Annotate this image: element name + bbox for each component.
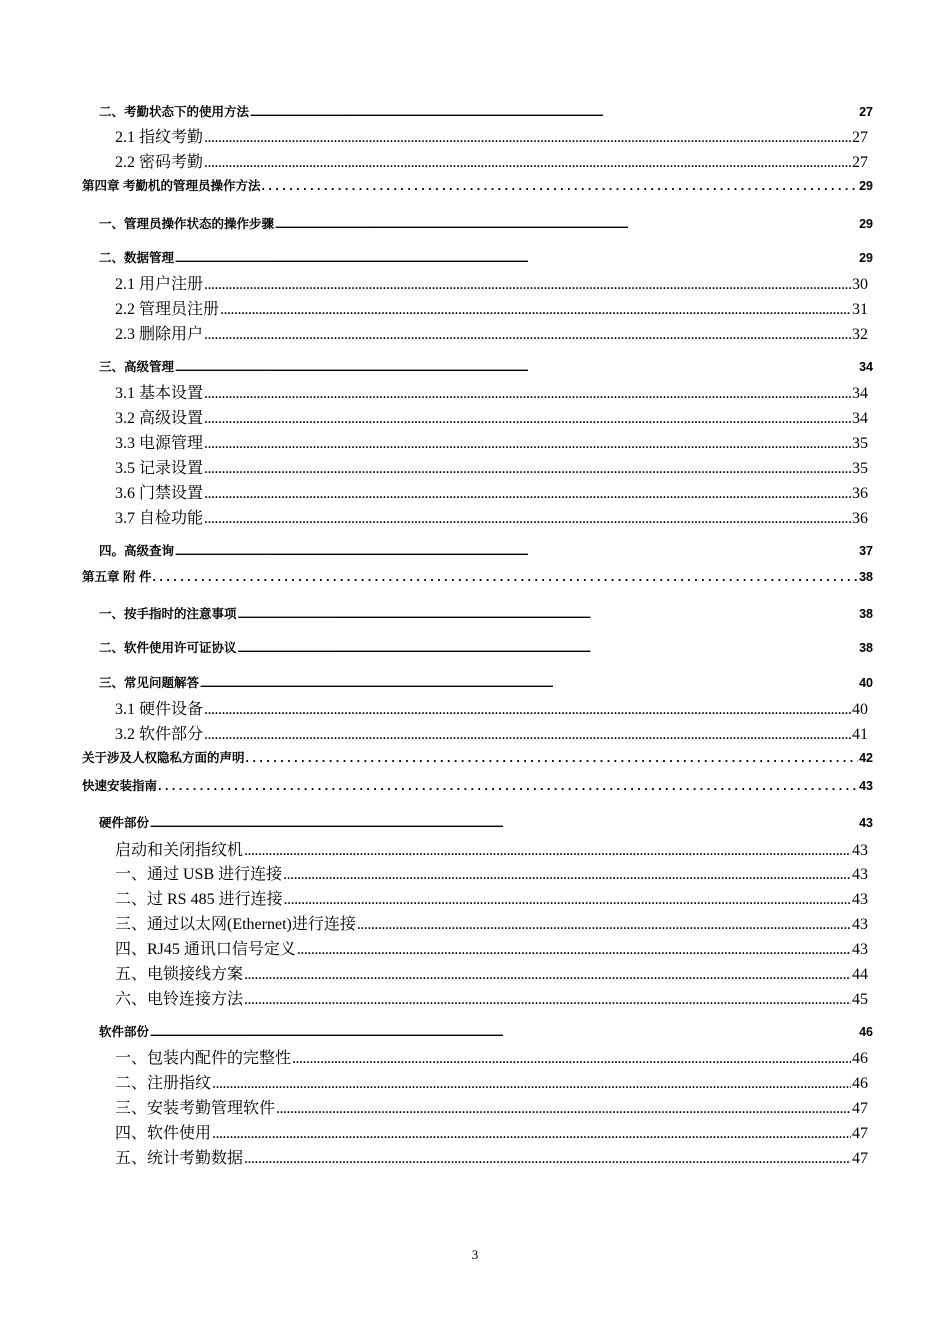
toc-entry[interactable] [115, 511, 868, 527]
toc-entry-page-number: 43 [852, 866, 868, 883]
toc-entry-title: 四、RJ45 通讯口信号定义 [115, 941, 296, 958]
toc-entry-page-number: 30 [852, 276, 868, 293]
toc-entry[interactable] [115, 1051, 868, 1067]
toc-entry[interactable] [115, 130, 868, 146]
toc-entry-page-number: 34 [852, 410, 868, 427]
toc-entry-page-number: 36 [852, 485, 868, 502]
toc-entry-page-number: 34 [859, 360, 873, 374]
toc-entry[interactable] [99, 608, 873, 621]
toc-entry-title: 快速安装指南 [82, 779, 158, 793]
toc-entry[interactable] [99, 361, 873, 374]
toc-dot-leader [204, 130, 851, 146]
toc-dot-leader [204, 411, 851, 427]
toc-dot-leader [150, 820, 858, 829]
toc-entry[interactable] [115, 436, 868, 452]
toc-entry[interactable] [115, 843, 868, 859]
toc-entry[interactable] [115, 1151, 868, 1167]
toc-entry-title: 四、软件使用 [115, 1125, 212, 1142]
toc-dot-leader [204, 386, 851, 402]
toc-entry-page-number: 27 [852, 154, 868, 171]
toc-entry-page-number: 46 [852, 1075, 868, 1092]
toc-entry-page-number: 35 [852, 435, 868, 452]
toc-dot-leader [238, 611, 859, 620]
toc-dot-leader [150, 1029, 858, 1038]
toc-dot-leader [250, 109, 858, 118]
toc-entry[interactable] [115, 461, 868, 477]
toc-entry[interactable] [99, 1026, 873, 1039]
toc-entry-title: 一、通过 USB 进行连接 [115, 866, 283, 883]
toc-entry[interactable] [99, 817, 873, 830]
toc-entry-page-number: 43 [852, 891, 868, 908]
toc-entry-page-number: 47 [852, 1150, 868, 1167]
toc-dot-leader [204, 461, 851, 477]
toc-entry-page-number: 29 [859, 251, 873, 265]
toc-entry-title: 二、数据管理 [99, 251, 175, 265]
toc-entry-title: 3.6 门禁设置 [115, 485, 204, 502]
toc-entry[interactable] [115, 992, 868, 1008]
toc-entry-title: 三、安装考勤管理软件 [115, 1100, 276, 1117]
toc-entry[interactable] [82, 752, 873, 765]
toc-entry-page-number: 27 [852, 129, 868, 146]
toc-entry[interactable] [99, 106, 873, 119]
toc-entry-title: 2.2 密码考勤 [115, 154, 204, 171]
toc-entry[interactable] [115, 942, 868, 958]
toc-entry-page-number: 40 [852, 701, 868, 718]
toc-entry-title: 3.1 硬件设备 [115, 701, 204, 718]
toc-entry-page-number: 32 [852, 326, 868, 343]
toc-dot-leader [284, 892, 851, 908]
toc-dot-leader [283, 867, 851, 883]
toc-entry[interactable] [115, 702, 868, 718]
toc-entry-title: 3.2 高级设置 [115, 410, 204, 427]
toc-entry-page-number: 35 [852, 460, 868, 477]
toc-entry-title: 第五章 附 件 [82, 570, 152, 584]
toc-dot-leader [246, 752, 859, 765]
toc-entry-page-number: 46 [859, 1025, 873, 1039]
toc-entry-page-number: 29 [859, 217, 873, 231]
toc-dot-leader [244, 992, 851, 1008]
toc-entry-title: 一、管理员操作状态的操作步骤 [99, 217, 275, 231]
toc-entry-title: 三、常见问题解答 [99, 676, 200, 690]
toc-entry-title: 2.1 指纹考勤 [115, 129, 204, 146]
toc-entry-page-number: 43 [859, 779, 873, 793]
toc-entry-page-number: 38 [859, 607, 873, 621]
toc-entry-title: 3.1 基本设置 [115, 385, 204, 402]
toc-dot-leader [204, 727, 851, 743]
toc-entry-title: 软件部份 [99, 1025, 150, 1039]
toc-entry-page-number: 37 [859, 544, 873, 558]
toc-entry-page-number: 43 [852, 916, 868, 933]
toc-entry-title: 2.3 删除用户 [115, 326, 204, 343]
toc-dot-leader [204, 702, 851, 718]
toc-dot-leader [200, 680, 858, 689]
toc-dot-leader [276, 1101, 851, 1117]
toc-entry-title: 启动和关闭指纹机 [115, 842, 244, 859]
toc-entry-title: 硬件部份 [99, 816, 150, 830]
toc-dot-leader [204, 486, 851, 502]
toc-entry[interactable] [115, 302, 868, 318]
toc-dot-leader [204, 155, 851, 171]
toc-entry-title: 四。高级查询 [99, 544, 175, 558]
toc-dot-leader [212, 1076, 851, 1092]
toc-dot-leader [175, 548, 858, 557]
toc-entry[interactable] [115, 327, 868, 343]
toc-entry[interactable] [115, 1126, 868, 1142]
toc-entry-title: 六、电铃连接方法 [115, 991, 244, 1008]
toc-entry-page-number: 31 [852, 301, 868, 318]
toc-dot-leader [220, 302, 851, 318]
toc-entry-page-number: 47 [852, 1100, 868, 1117]
toc-dot-leader [175, 255, 858, 264]
toc-dot-leader [212, 1126, 851, 1142]
toc-entry-page-number: 29 [859, 179, 873, 193]
toc-entry[interactable] [99, 218, 873, 231]
toc-entry-page-number: 34 [852, 385, 868, 402]
toc-entry[interactable] [115, 917, 868, 933]
toc-dot-leader [204, 327, 851, 343]
toc-dot-leader [275, 221, 858, 230]
toc-entry[interactable] [115, 892, 868, 908]
toc-entry-page-number: 43 [859, 816, 873, 830]
toc-entry-title: 一、包装内配件的完整性 [115, 1050, 292, 1067]
toc-entry[interactable] [82, 780, 873, 793]
toc-entry-page-number: 41 [852, 726, 868, 743]
toc-entry-page-number: 43 [852, 842, 868, 859]
toc-dot-leader [158, 780, 858, 793]
toc-entry-title: 3.2 软件部分 [115, 726, 204, 743]
toc-entry-title: 3.7 自检功能 [115, 510, 204, 527]
toc-entry-title: 三、通过以太网(Ethernet)进行连接 [115, 916, 356, 933]
toc-entry-title: 3.5 记录设置 [115, 460, 204, 477]
toc-entry[interactable] [115, 1101, 868, 1117]
toc-entry-page-number: 36 [852, 510, 868, 527]
toc-entry-title: 3.3 电源管理 [115, 435, 204, 452]
toc-entry[interactable] [115, 867, 868, 883]
toc-entry-title: 二、考勤状态下的使用方法 [99, 105, 250, 119]
toc-entry[interactable] [115, 411, 868, 427]
toc-dot-leader [297, 942, 851, 958]
toc-dot-leader [244, 967, 851, 983]
toc-entry[interactable] [82, 571, 873, 584]
toc-entry[interactable] [99, 677, 873, 690]
page-number: 3 [471, 1247, 479, 1262]
toc-entry-page-number: 40 [859, 676, 873, 690]
toc-entry-page-number: 44 [852, 966, 868, 983]
toc-entry[interactable] [115, 386, 868, 402]
toc-entry[interactable] [115, 155, 868, 171]
toc-entry-page-number: 27 [859, 105, 873, 119]
toc-dot-leader [357, 917, 851, 933]
toc-entry[interactable] [99, 252, 873, 265]
toc-entry-page-number: 38 [859, 570, 873, 584]
toc-entry-page-number: 45 [852, 991, 868, 1008]
toc-entry[interactable] [115, 727, 868, 743]
toc-entry[interactable] [82, 180, 873, 193]
toc-entry[interactable] [99, 642, 873, 655]
toc-dot-leader [204, 436, 851, 452]
toc-entry-title: 三、高级管理 [99, 360, 175, 374]
toc-entry-title: 第四章 考勤机的管理员操作方法 [82, 179, 261, 193]
toc-entry-title: 二、软件使用许可证协议 [99, 641, 237, 655]
toc-dot-leader [204, 277, 851, 293]
toc-dot-leader [204, 511, 851, 527]
toc-entry-page-number: 38 [859, 641, 873, 655]
toc-entry-page-number: 43 [852, 941, 868, 958]
toc-dot-leader [244, 1151, 851, 1167]
toc-entry-title: 五、统计考勤数据 [115, 1150, 244, 1167]
toc-entry[interactable] [115, 277, 868, 293]
toc-entry-title: 五、电锁接线方案 [115, 966, 244, 983]
toc-dot-leader [152, 571, 858, 584]
toc-entry[interactable] [99, 545, 873, 558]
toc-dot-leader [238, 645, 859, 654]
toc-entry-page-number: 42 [859, 751, 873, 765]
toc-entry-page-number: 46 [852, 1050, 868, 1067]
toc-dot-leader [244, 843, 851, 859]
toc-entry-title: 一、按手指时的注意事项 [99, 607, 237, 621]
toc-entry[interactable] [115, 486, 868, 502]
toc-dot-leader [175, 364, 858, 373]
toc-dot-leader [292, 1051, 851, 1067]
toc-entry[interactable] [115, 1076, 868, 1092]
toc-entry-title: 二、注册指纹 [115, 1075, 212, 1092]
toc-entry[interactable] [115, 967, 868, 983]
toc-entry-title: 2.1 用户注册 [115, 276, 204, 293]
toc-dot-leader [261, 180, 858, 193]
toc-entry-title: 二、过 RS 485 进行连接 [115, 891, 283, 908]
toc-entry-page-number: 47 [852, 1125, 868, 1142]
toc-entry-title: 关于涉及人权隐私方面的声明 [82, 751, 245, 765]
toc-entry-title: 2.2 管理员注册 [115, 301, 220, 318]
